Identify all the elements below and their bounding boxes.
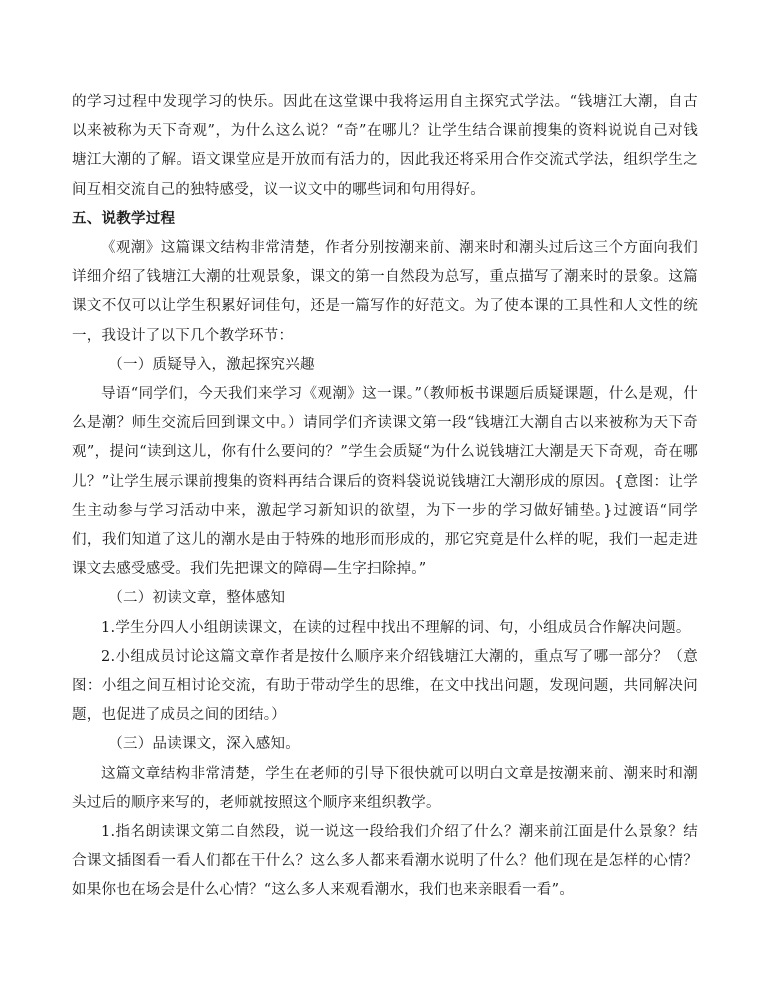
paragraph-overview: 《观潮》这篇课文结构非常清楚，作者分别按潮来前、潮来时和潮头过后这三个方面向我们详细介绍了钱塘江大潮的壮观景象，课文的第一自然段为总写，重点描写了潮来时的景象。这篇课文不仅可以让学生积累好词佳句，还是一篇写作的好范文。为了使本课的工具性和人文性的统一，我设计了以下几个教学环节： <box>72 240 698 344</box>
step2-item-2: 2.小组成员讨论这篇文章作者是按什么顺序来介绍钱塘江大潮的，重点写了哪一部分？（意图：小组之间互相讨论交流，有助于带动学生的思维，在文中找出问题，发现问题，共同解决问题，也促进了成员之间的团结。） <box>72 648 698 724</box>
step2-item-1: 1.学生分四人小组朗读课文，在读的过程中找出不理解的词、句，小组成员合作解决问题。 <box>101 619 691 636</box>
step3-item-1: 1.指名朗读课文第二自然段，说一说这一段给我们介绍了什么？潮来前江面是什么景象？结合课文插图看一看人们都在干什么？这么多人都来看潮水说明了什么？他们现在是怎样的心情？如果你也在场会是什么心情？“这么多人来观看潮水，我们也来亲眼看一看”。 <box>72 824 698 899</box>
step2-title: （二）初读文章，整体感知 <box>108 590 286 607</box>
document-page <box>72 88 698 906</box>
step3-intro: 这篇文章结构非常清楚，学生在老师的引导下很快就可以明白文章是按潮来前、潮来时和潮头过后的顺序来写的，老师就按照这个顺序来组织教学。 <box>72 765 698 811</box>
paragraph-intro: 的学习过程中发现学习的快乐。因此在这堂课中我将运用自主探究式学法。“钱塘江大潮，自古以来被称为天下奇观”，为什么这么说？“奇”在哪儿？让学生结合课前搜集的资料说说自己对钱塘江大潮的了解。语文课堂应是开放而有活力的，因此我还将采用合作交流式学法，组织学生之间互相交流自己的独特感受，议一议文中的哪些词和句用得好。 <box>72 94 698 198</box>
step1-title: （一）质疑导入，激起探究兴趣 <box>108 356 315 373</box>
step1-body: 导语“同学们，今天我们来学习《观潮》这一课。”（教师板书课题后质疑课题，什么是观，什么是潮？师生交流后回到课文中。）请同学们齐读课文第一段“钱塘江大潮自古以来被称为天下奇观”，提问“读到这儿，你有什么要问的？”学生会质疑“为什么说钱塘江大潮是天下奇观，奇在哪儿？”让学生展示课前搜集的资料再结合课后的资料袋说说钱塘江大潮形成的原因。{意图：让学生主动参与学习活动中来，激起学习新知识的欲望，为下一步的学习做好铺垫。}过渡语“同学们，我们知道了这儿的潮水是由于特殊的地形而形成的，那它究竟是什么样的呢，我们一起走进课文去感受感受。我们先把课文的障碍—生字扫除掉。” <box>72 386 698 578</box>
section-heading: 五、说教学过程 <box>72 210 176 227</box>
step3-title: （三）品读课文，深入感知。 <box>108 736 300 753</box>
